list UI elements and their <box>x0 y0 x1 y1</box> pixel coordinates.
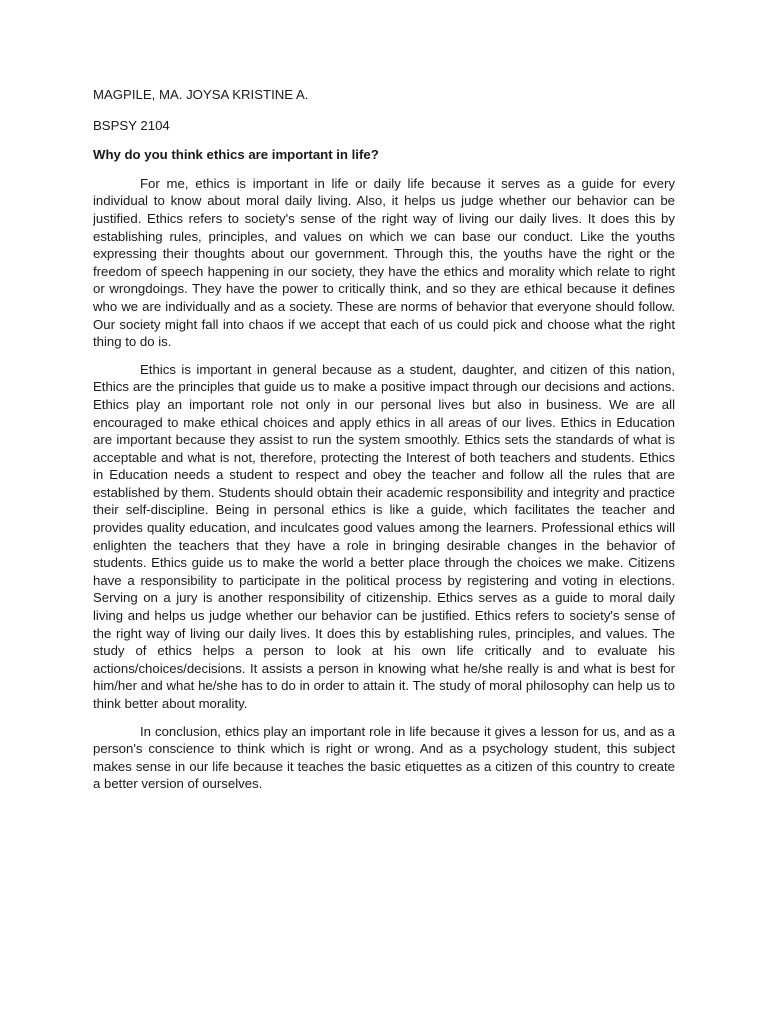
document-body <box>93 86 675 793</box>
essay-question: Why do you think ethics are important in life? <box>93 147 379 163</box>
essay-paragraph-2: Ethics is important in general because as a student, daughter, and citizen of this nation, Ethics are the principles that guide us to make a positive impact through our decisions and actions. Ethics play an important role not only in our personal lives but also in business. We are all encouraged to make ethical choices and apply ethics in all areas of our lives. Ethics in Education are important because they assist to run the system smoothly. Ethics sets the standards of what is acceptable and what is not, therefore, protecting the Interest of both teachers and students. Ethics in Education needs a student to respect and obey the teacher and follow all the rules that are established by them. Students should obtain their academic responsibility and integrity and practice their self-discipline. Being in personal ethics is like a guide, which facilitates the teacher and provides quality education, and inculcates good values among the learners. Professional ethics will enlighten the teachers that they have a role in bringing desirable changes in the behavior of students. Ethics guide us to make the world a better place through the choices we make. Citizens have a responsibility to participate in the political process by registering and voting in elections. Serving on a jury is another responsibility of citizenship. Ethics serves as a guide to moral daily living and helps us judge whether our behavior can be justified. Ethics refers to society's sense of the right way of living our daily lives. It does this by establishing rules, principles, and values. The study of ethics helps a person to look at his own life critically and to evaluate his actions/choices/decisions. It assists a person in knowing what he/she really is and what is best for him/her and what he/she has to do in order to attain it. The study of moral philosophy can help us to think better about morality. <box>93 361 675 711</box>
student-name: MAGPILE, MA. JOYSA KRISTINE A. <box>93 87 309 102</box>
course-section: BSPSY 2104 <box>93 117 170 133</box>
essay-paragraph-3: In conclusion, ethics play an important role in life because it gives a lesson for us, and as a person's conscience to think which is right or wrong. And as a psychology student, this subject makes sense in our life because it teaches the basic etiquettes as a citizen of this country to create a better version of ourselves. <box>93 723 675 792</box>
essay-paragraph-1: For me, ethics is important in life or daily life because it serves as a guide for every individual to know about moral daily living. Also, it helps us judge whether our behavior can be justified. Ethics refers to society's sense of the right way of living our daily lives. It does this by establishing rules, principles, and values on which we can base our conduct. Like the youths expressing their thoughts about our government. Through this, the youths have the right or the freedom of speech happening in our society, they have the ethics and morality which relate to right or wrongdoings. They have the power to critically think, and so they are ethical because it defines who we are individually and as a society. These are norms of behavior that everyone should follow. Our society might fall into chaos if we accept that each of us could pick and choose what the right thing to do is. <box>93 175 675 350</box>
